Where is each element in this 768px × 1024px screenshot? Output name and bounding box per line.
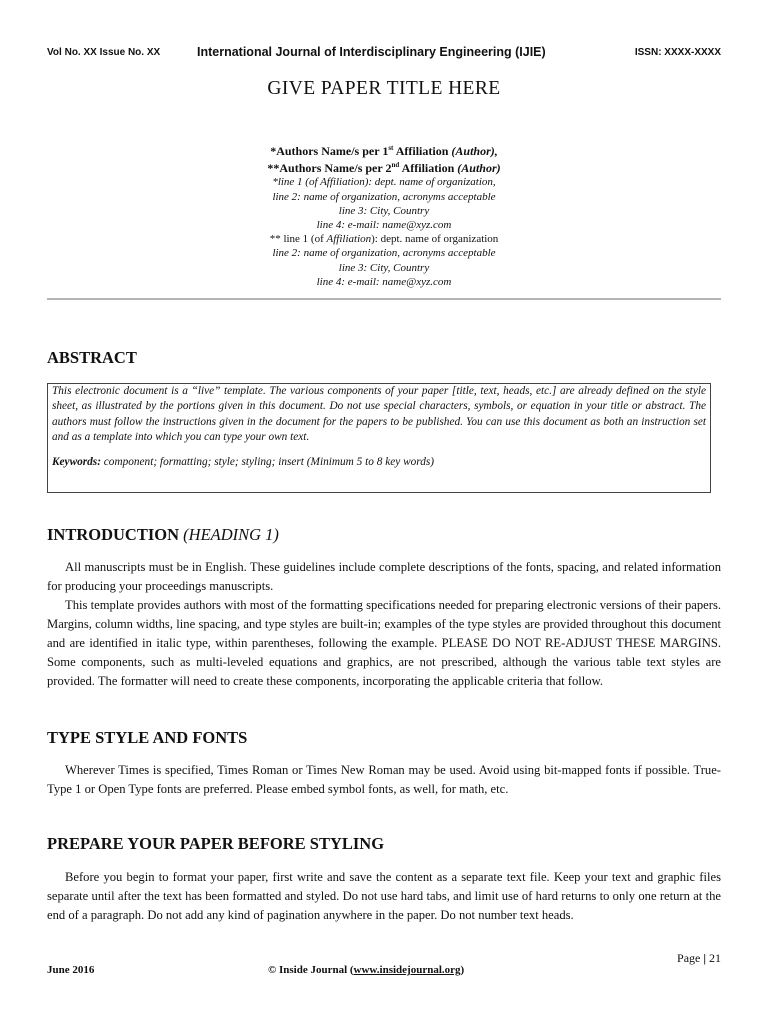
author-block xyxy=(47,141,721,289)
affiliation-1-line-2: line 2: name of organization, acronyms acceptable xyxy=(272,190,496,203)
affiliation-2-line-1: ** line 1 (of Affiliation): dept. name of organization xyxy=(269,233,499,246)
journal-link[interactable]: www.insidejournal.org xyxy=(353,964,461,976)
prepare-paragraph: Before you begin to format your paper, first write and save the content as a separate text file. Keep your text and graphic files separate until after the text has been formatted and styled. Do not use hard tabs, and limit use of hard returns to only one return at the end of a paragraph. Do not add any kind of pagination anywhere in the paper. Do not number text heads. xyxy=(47,870,721,922)
author-line-2: **Authors Name/s per 2nd Affiliation (Author) xyxy=(267,161,501,176)
footer-date: June 2016 xyxy=(47,964,95,976)
issn: ISSN: XXXX-XXXX xyxy=(634,47,721,58)
type-style-heading: TYPE STYLE AND FONTS xyxy=(47,728,248,747)
abstract-heading: ABSTRACT xyxy=(47,348,137,367)
header-divider xyxy=(47,298,721,300)
affiliation-2-line-2: line 2: name of organization, acronyms acceptable xyxy=(272,247,496,260)
introduction-body xyxy=(47,558,721,691)
footer-copyright: © Inside Journal (www.insidejournal.org) xyxy=(268,964,465,976)
document-page xyxy=(47,0,721,1024)
prepare-body xyxy=(47,868,721,925)
keywords xyxy=(52,455,706,470)
affiliation-1-line-1: *line 1 (of Affiliation): dept. name of organization, xyxy=(272,176,496,189)
keywords-label: Keywords: xyxy=(52,455,101,468)
keywords-list: component; formatting; style; styling; insert (Minimum 5 to 8 key words) xyxy=(100,455,435,468)
prepare-heading: PREPARE YOUR PAPER BEFORE STYLING xyxy=(47,834,385,853)
affiliation-1-line-3: line 3: City, Country xyxy=(338,204,430,217)
abstract-text: This electronic document is a “live” template. The various components of your paper [title, text, heads, etc.] are already defined on the style sheet, as illustrated by the portions given in this document. Do not use special characters, symbols, or equation in your title or abstract. The authors must follow the instructions given in the document for the papers to be published. You can use this document as both an instruction set and as a template into which you can type your own text. xyxy=(52,385,706,444)
abstract-box xyxy=(47,383,711,493)
introduction-paragraph-1: All manuscripts must be in English. These guidelines include complete descriptions of the fonts, spacing, and related information for producing your proceedings manuscripts. xyxy=(47,560,721,593)
volume-issue: Vol No. XX Issue No. XX xyxy=(47,47,161,58)
paper-title: GIVE PAPER TITLE HERE xyxy=(267,78,501,99)
introduction-heading: INTRODUCTION (HEADING 1) xyxy=(47,525,279,544)
type-style-paragraph: Wherever Times is specified, Times Roman or Times New Roman may be used. Avoid using bit-mapped fonts if possible. True-Type 1 or Open Type fonts are preferred. Please embed symbol fonts, as well, for math, etc. xyxy=(47,763,721,796)
introduction-paragraph-2: This template provides authors with most of the formatting specifications needed for preparing electronic versions of their papers. Margins, column widths, line spacing, and type styles are built-in; examples of the type styles are provided throughout this document and are identified in italic type, within parentheses, following the example. PLEASE DO NOT RE-ADJUST THESE MARGINS. Some components, such as multi-leveled equations and graphics, are not prescribed, although the various table text styles are provided. The formatter will need to create these components, incorporating the applicable criteria that follow. xyxy=(47,598,721,688)
affiliation-2-line-3: line 3: City, Country xyxy=(338,261,430,274)
journal-name: International Journal of Interdisciplinary Engineering (IJIE) xyxy=(197,45,546,59)
author-line-1: *Authors Name/s per 1st Affiliation (Author), xyxy=(270,144,498,158)
type-style-body xyxy=(47,761,721,799)
affiliation-2-line-4: line 4: e-mail: name@xyz.com xyxy=(316,275,452,288)
affiliation-1-line-4: line 4: e-mail: name@xyz.com xyxy=(316,219,452,232)
page-number: Page | 21 xyxy=(677,951,721,965)
